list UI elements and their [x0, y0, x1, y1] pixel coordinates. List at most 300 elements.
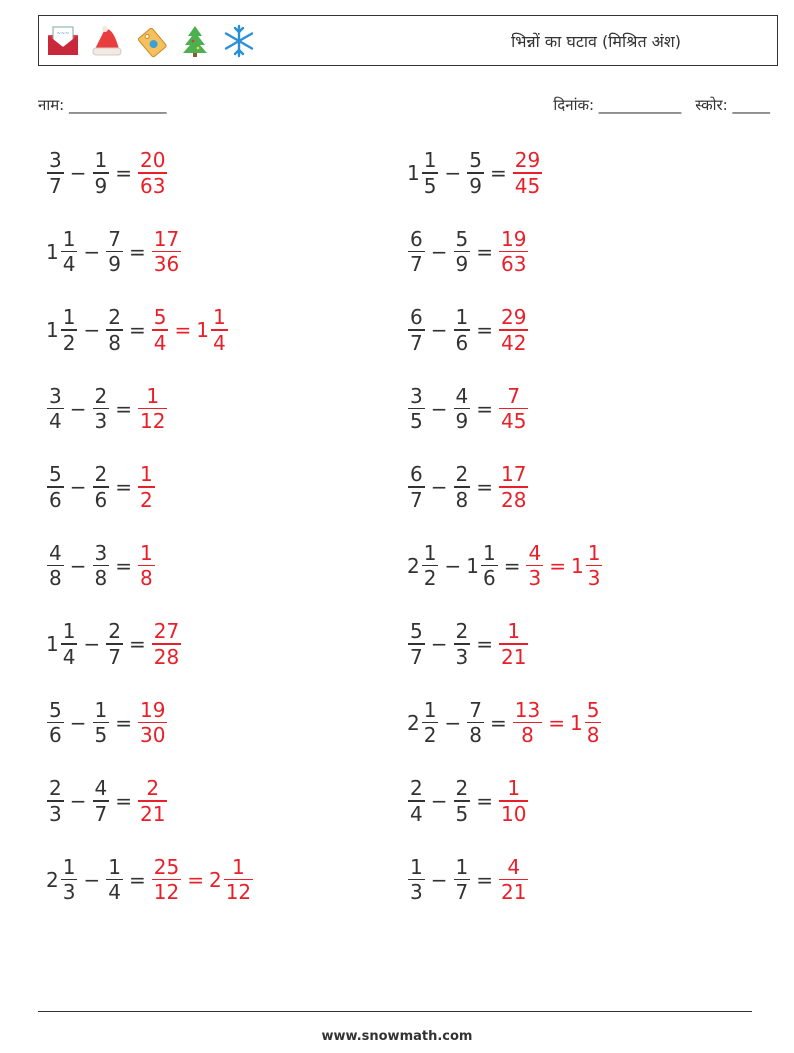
whole-number: 2	[46, 867, 59, 892]
date-score-field	[553, 95, 770, 115]
answer	[512, 698, 603, 748]
minus-sign: −	[430, 239, 448, 264]
denominator: 30	[140, 723, 166, 748]
numerator: 6	[410, 305, 423, 330]
operand-b	[105, 227, 124, 277]
minus-sign: −	[83, 239, 101, 264]
fraction	[454, 384, 471, 434]
header-icons	[45, 22, 257, 60]
numerator: 13	[514, 697, 541, 722]
gift-tag-icon	[133, 23, 169, 59]
answer	[151, 305, 229, 355]
answer	[498, 227, 529, 277]
denominator: 21	[501, 880, 527, 905]
numerator: 6	[410, 462, 423, 487]
fraction	[499, 384, 528, 434]
denominator: 4	[62, 644, 76, 669]
denominator: 2	[140, 487, 153, 512]
numerator: 1	[62, 305, 76, 330]
operand-a	[46, 227, 78, 277]
operand-b	[453, 227, 472, 277]
minus-sign: −	[430, 867, 448, 892]
denominator: 36	[153, 252, 180, 277]
answer	[137, 462, 156, 512]
denominator: 6	[455, 330, 469, 355]
denominator: 63	[140, 173, 166, 198]
numerator: 2	[146, 776, 160, 801]
answer	[137, 698, 168, 748]
denominator: 3	[49, 801, 62, 826]
numerator: 1	[423, 148, 437, 173]
whole-number: 1	[569, 710, 583, 735]
numerator: 3	[49, 383, 62, 408]
fraction	[585, 698, 602, 748]
numerator: 4	[49, 540, 62, 565]
fraction	[106, 227, 123, 277]
problem-6	[407, 298, 529, 362]
operand-a	[407, 462, 426, 512]
fraction	[106, 855, 123, 905]
equals-sign: =	[476, 789, 493, 813]
equals-sign: =	[476, 396, 493, 421]
operand-a	[46, 619, 78, 669]
operand-b	[466, 541, 498, 591]
minus-sign: −	[83, 632, 101, 656]
denominator: 4	[410, 801, 423, 826]
fraction	[422, 541, 439, 591]
minus-sign: −	[69, 396, 87, 421]
fraction	[47, 384, 64, 434]
answer-fraction	[151, 619, 182, 669]
denominator: 7	[108, 644, 121, 669]
denominator: 4	[153, 330, 167, 355]
whole-number: 1	[407, 161, 420, 185]
denominator: 8	[521, 723, 534, 748]
minus-sign: −	[69, 475, 87, 499]
numerator: 1	[108, 854, 121, 879]
denominator: 2	[62, 330, 76, 355]
answer-fraction	[525, 541, 544, 591]
operand-b	[453, 384, 472, 434]
denominator: 6	[49, 487, 62, 512]
equals-sign: =	[548, 710, 565, 735]
answer	[498, 619, 529, 669]
operand-b	[453, 855, 472, 905]
whole-number: 1	[46, 239, 59, 264]
fraction	[93, 541, 110, 591]
fraction	[152, 305, 169, 355]
minus-sign: −	[69, 161, 87, 185]
numerator: 17	[501, 462, 527, 487]
fraction	[93, 148, 110, 198]
operand-a	[407, 227, 426, 277]
equals-sign: =	[128, 867, 146, 892]
denominator: 2	[423, 566, 437, 591]
fraction	[138, 776, 167, 826]
equals-sign: =	[115, 396, 132, 421]
numerator: 2	[94, 383, 108, 408]
numerator: 4	[455, 383, 469, 408]
denominator: 4	[62, 252, 76, 277]
equals-sign: =	[476, 475, 493, 499]
numerator: 3	[49, 148, 62, 173]
denominator: 8	[94, 566, 108, 591]
answer-mixed-number	[196, 305, 228, 355]
fraction	[408, 384, 425, 434]
numerator: 1	[232, 854, 245, 879]
answer-fraction	[137, 148, 168, 198]
answer	[137, 384, 168, 434]
answer-fraction	[137, 384, 168, 434]
score-field: स्कोर: _____	[695, 96, 770, 114]
denominator: 12	[225, 880, 252, 905]
numerator: 2	[108, 305, 121, 330]
denominator: 8	[469, 723, 482, 748]
answer-fraction	[498, 227, 529, 277]
problem-11	[46, 534, 156, 598]
fraction	[152, 619, 181, 669]
operand-a	[46, 776, 65, 826]
answer-fraction	[151, 305, 170, 355]
numerator: 1	[507, 776, 521, 801]
operand-a	[407, 619, 426, 669]
denominator: 7	[410, 487, 423, 512]
answer	[151, 619, 182, 669]
denominator: 8	[586, 723, 600, 748]
footer-divider	[38, 1011, 752, 1012]
equals-sign: =	[187, 867, 204, 892]
fraction	[454, 462, 471, 512]
equals-sign: =	[503, 553, 521, 578]
whole-number: 1	[46, 632, 59, 656]
fraction	[454, 855, 471, 905]
minus-sign: −	[69, 710, 87, 735]
operand-a	[46, 148, 65, 198]
numerator: 1	[62, 619, 76, 644]
answer	[151, 227, 182, 277]
answer-mixed-number	[571, 541, 603, 591]
numerator: 2	[410, 776, 423, 801]
denominator: 3	[455, 644, 469, 669]
operand-b	[453, 776, 472, 826]
fraction	[61, 227, 78, 277]
fraction	[138, 148, 167, 198]
denominator: 28	[501, 487, 527, 512]
operand-a	[46, 855, 78, 905]
fraction	[47, 776, 64, 826]
answer-fraction	[498, 776, 529, 826]
denominator: 5	[455, 801, 469, 826]
denominator: 8	[108, 330, 121, 355]
fraction	[526, 541, 543, 591]
operand-a	[46, 698, 65, 748]
fraction	[499, 776, 528, 826]
footer-url: www.snowmath.com	[321, 1029, 473, 1044]
fraction	[454, 227, 471, 277]
operand-b	[453, 619, 472, 669]
denominator: 28	[153, 644, 180, 669]
minus-sign: −	[83, 318, 101, 342]
problem-16	[407, 691, 602, 755]
answer-fraction	[498, 619, 529, 669]
denominator: 3	[587, 566, 601, 591]
numerator: 20	[140, 148, 166, 173]
equals-sign: =	[476, 239, 493, 264]
operand-b	[466, 698, 485, 748]
fraction	[106, 305, 123, 355]
numerator: 1	[410, 854, 423, 879]
numerator: 1	[455, 854, 469, 879]
fraction	[138, 698, 167, 748]
numerator: 3	[94, 540, 108, 565]
denominator: 4	[108, 880, 121, 905]
answer-fraction	[151, 227, 182, 277]
svg-text:~~~: ~~~	[56, 31, 70, 37]
denominator: 7	[455, 880, 469, 905]
fraction	[481, 541, 498, 591]
operand-a	[407, 698, 439, 748]
whole-number: 2	[407, 553, 420, 578]
denominator: 9	[108, 252, 121, 277]
answer	[525, 541, 603, 591]
fraction	[152, 227, 181, 277]
numerator: 1	[507, 619, 521, 644]
numerator: 2	[455, 619, 469, 644]
answer	[137, 148, 168, 198]
answer-fraction	[137, 698, 168, 748]
minus-sign: −	[430, 318, 448, 342]
operand-a	[46, 305, 78, 355]
numerator: 2	[455, 462, 469, 487]
denominator: 7	[410, 330, 423, 355]
fraction	[47, 698, 64, 748]
fraction	[138, 384, 167, 434]
equals-sign: =	[476, 632, 493, 656]
fraction	[224, 855, 253, 905]
denominator: 8	[140, 566, 153, 591]
operand-b	[105, 305, 124, 355]
operand-a	[407, 148, 439, 198]
denominator: 7	[410, 644, 423, 669]
header-box	[38, 15, 778, 66]
date-field: दिनांक: ___________	[553, 96, 682, 114]
equals-sign: =	[476, 318, 493, 342]
numerator: 29	[501, 305, 527, 330]
minus-sign: −	[83, 867, 101, 892]
answer	[498, 305, 529, 355]
denominator: 5	[423, 173, 437, 198]
worksheet-title: भिन्नों का घटाव (मिश्रित अंश)	[511, 32, 681, 51]
denominator: 45	[514, 173, 541, 198]
denominator: 3	[62, 880, 76, 905]
answer	[137, 541, 156, 591]
problem-19	[46, 848, 254, 912]
denominator: 9	[455, 252, 469, 277]
denominator: 6	[94, 487, 108, 512]
fraction	[499, 855, 528, 905]
fraction	[513, 698, 542, 748]
problem-12	[407, 534, 603, 598]
fraction	[454, 619, 471, 669]
problem-18	[407, 769, 529, 833]
problem-9	[46, 455, 156, 519]
denominator: 5	[94, 723, 108, 748]
operand-a	[407, 855, 426, 905]
answer	[498, 855, 529, 905]
denominator: 3	[410, 880, 423, 905]
snowflake-icon	[221, 23, 257, 59]
equals-sign: =	[549, 553, 566, 578]
problem-7	[46, 377, 168, 441]
denominator: 63	[501, 252, 527, 277]
denominator: 21	[501, 644, 527, 669]
denominator: 6	[49, 723, 62, 748]
fraction	[408, 462, 425, 512]
answer-fraction	[498, 305, 529, 355]
minus-sign: −	[69, 553, 87, 578]
problem-20	[407, 848, 529, 912]
fraction	[422, 698, 439, 748]
numerator: 4	[528, 540, 542, 565]
fraction	[47, 541, 64, 591]
numerator: 1	[587, 540, 601, 565]
fraction	[467, 698, 484, 748]
answer	[498, 384, 529, 434]
fraction	[408, 227, 425, 277]
denominator: 9	[469, 173, 482, 198]
numerator: 5	[469, 148, 482, 173]
equals-sign: =	[489, 710, 507, 735]
fraction	[61, 305, 78, 355]
operand-b	[453, 305, 472, 355]
numerator: 5	[586, 697, 600, 722]
problem-13	[46, 612, 182, 676]
equals-sign: =	[115, 789, 132, 813]
operand-a	[46, 541, 65, 591]
minus-sign: −	[430, 789, 448, 813]
denominator: 2	[423, 723, 437, 748]
fraction	[408, 305, 425, 355]
fraction	[467, 148, 484, 198]
problem-3	[46, 220, 182, 284]
denominator: 10	[501, 801, 527, 826]
numerator: 7	[507, 383, 521, 408]
equals-sign: =	[476, 867, 493, 892]
operand-b	[453, 462, 472, 512]
operand-a	[407, 384, 426, 434]
fraction	[106, 619, 123, 669]
operand-b	[92, 462, 111, 512]
numerator: 2	[94, 462, 108, 487]
answer-fraction	[498, 462, 529, 512]
equals-sign: =	[489, 161, 507, 185]
numerator: 1	[146, 383, 160, 408]
answer-fraction	[137, 776, 168, 826]
minus-sign: −	[430, 396, 448, 421]
numerator: 5	[153, 305, 167, 330]
fraction	[499, 227, 528, 277]
denominator: 12	[140, 409, 166, 434]
operand-b	[92, 698, 111, 748]
denominator: 9	[94, 173, 108, 198]
denominator: 45	[501, 409, 527, 434]
problem-14	[407, 612, 529, 676]
fraction	[408, 776, 425, 826]
numerator: 7	[108, 226, 121, 251]
numerator: 1	[212, 305, 226, 330]
denominator: 9	[455, 409, 469, 434]
equals-sign: =	[128, 632, 146, 656]
operand-a	[46, 462, 65, 512]
fraction	[93, 384, 110, 434]
fraction	[454, 776, 471, 826]
fraction	[61, 619, 78, 669]
denominator: 7	[94, 801, 108, 826]
problem-4	[407, 220, 529, 284]
whole-number: 1	[466, 553, 479, 578]
denominator: 3	[94, 409, 108, 434]
fraction	[408, 619, 425, 669]
fraction	[47, 462, 64, 512]
operand-b	[105, 619, 124, 669]
numerator: 2	[455, 776, 469, 801]
christmas-tree-icon	[177, 23, 213, 59]
fraction	[586, 541, 603, 591]
minus-sign: −	[444, 553, 462, 578]
equals-sign: =	[128, 239, 146, 264]
fraction	[422, 148, 439, 198]
operand-b	[105, 855, 124, 905]
operand-a	[407, 776, 426, 826]
answer	[498, 462, 529, 512]
operand-b	[92, 541, 111, 591]
numerator: 5	[410, 619, 423, 644]
minus-sign: −	[430, 632, 448, 656]
santa-hat-icon	[89, 23, 125, 59]
numerator: 1	[94, 697, 108, 722]
whole-number: 1	[570, 553, 584, 578]
fraction	[499, 619, 528, 669]
whole-number: 2	[208, 867, 222, 892]
operand-b	[466, 148, 485, 198]
answer-fraction	[137, 541, 156, 591]
problem-5	[46, 298, 229, 362]
minus-sign: −	[444, 161, 462, 185]
numerator: 1	[94, 148, 108, 173]
denominator: 42	[501, 330, 527, 355]
answer-mixed-number	[570, 698, 602, 748]
numerator: 4	[94, 776, 108, 801]
operand-a	[407, 541, 439, 591]
equals-sign: =	[174, 318, 192, 342]
numerator: 1	[62, 226, 76, 251]
equals-sign: =	[115, 553, 132, 578]
envelope-icon	[45, 23, 81, 59]
numerator: 19	[501, 226, 527, 251]
problem-15	[46, 691, 168, 755]
equals-sign: =	[115, 710, 132, 735]
numerator: 1	[455, 305, 469, 330]
numerator: 5	[49, 462, 62, 487]
problem-8	[407, 377, 529, 441]
fraction	[454, 305, 471, 355]
answer	[137, 776, 168, 826]
operand-b	[92, 384, 111, 434]
problem-2	[407, 141, 543, 205]
fraction	[499, 462, 528, 512]
answer-fraction	[498, 855, 529, 905]
denominator: 4	[212, 330, 226, 355]
